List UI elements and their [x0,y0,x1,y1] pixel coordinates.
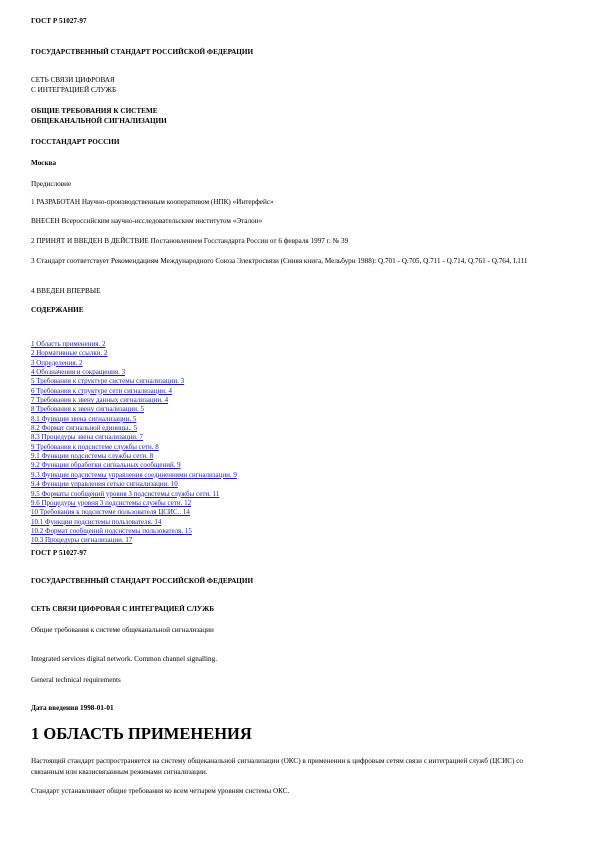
foreword-item-3: 3 Стандарт соответствует Рекомендациям Международного Союза Электросвязи (Синяя книга, Мельбурн 1988): Q.701 - Q.705, Q.711 - Q.714, Q.761 - Q.764, I.111 [31,257,528,265]
publisher: ГОССТАНДАРТ РОССИИ [31,138,120,146]
toc-link[interactable]: 1 Область применения. 2 [31,340,106,348]
foreword-title: Предисловие [31,180,72,188]
toc-link[interactable]: 8.3 Процедуры звена сигнализации. 7 [31,433,144,442]
scope-paragraph-2: Стандарт устанавливает общие требования ко всем четырем уровням системы ОКС. [31,787,290,795]
foreword-item-2: 2 ПРИНЯТ И ВВЕДЕН В ДЕЙСТВИЕ Постановлением Госстандарта России от 6 февраля 1997 г. № 39 [31,237,349,245]
body-network-title: СЕТЬ СВЯЗИ ЦИФРОВАЯ С ИНТЕГРАЦИЕЙ СЛУЖБ [31,605,214,613]
toc-link[interactable]: 10.3 Процедуры сигнализации. 17 [31,536,133,545]
introduction-date: Дата введения 1998-01-01 [31,704,114,712]
requirements-title-line1: ОБЩИЕ ТРЕБОВАНИЯ К СИСТЕМЕ [31,107,158,115]
foreword-item-4: 4 ВВЕДЕН ВПЕРВЫЕ [31,287,101,295]
foreword-item-introduced: ВНЕСЕН Всероссийским научно-исследовательским институтом «Эталон» [31,217,263,225]
body-standard-title: ГОСУДАРСТВЕННЫЙ СТАНДАРТ РОССИЙСКОЙ ФЕДЕРАЦИИ [31,577,254,585]
standard-title: ГОСУДАРСТВЕННЫЙ СТАНДАРТ РОССИЙСКОЙ ФЕДЕРАЦИИ [31,48,254,56]
toc-link[interactable]: 9.1 Функции подсистемы службы сети. 8 [31,452,154,461]
network-title-line1: СЕТЬ СВЯЗИ ЦИФРОВАЯ [31,76,115,84]
toc-link[interactable]: 10.1 Функции подсистемы пользователя. 14 [31,517,162,526]
toc-title: СОДЕРЖАНИЕ [31,306,84,314]
toc-link[interactable]: 5 Требования к структуре системы сигнализации. 3 [31,377,185,386]
english-title: Integrated services digital network. Common channel signalling. [31,655,218,663]
body-requirements-title: Общие требования к системе общеканальной сигнализации [31,626,214,634]
toc-link[interactable]: 2 Нормативные ссылки. 2 [31,349,108,358]
toc-link[interactable]: 10 Требования к подсистеме пользователя ЦСИС.. 14 [31,508,190,517]
toc-link[interactable]: 6 Требования к структуре сети сигнализации. 4 [31,386,172,395]
toc-link[interactable]: 9.3 Функции подсистемы управления соединениями сигнализации. 9 [31,470,237,479]
toc-link[interactable]: 9.4 Функции управления сетью сигнализации. 10 [31,480,178,489]
foreword-item-1: 1 РАЗРАБОТАН Научно-производственным кооперативом (НПК) «Интерфейс» [31,198,274,206]
doc-code: ГОСТ Р 51027-97 [31,17,87,25]
body-doc-code: ГОСТ Р 51027-97 [31,549,87,557]
toc-link[interactable]: 7 Требования к звену данных сигнализации. 4 [31,396,169,405]
toc-link[interactable]: 8 Требования к звену сигнализации. 5 [31,405,144,414]
toc-link[interactable]: 9 Требования к подсистеме службы сети. 8 [31,442,159,451]
toc-link[interactable]: 10.2 Формат сообщений подсистемы пользователя. 15 [31,526,192,535]
toc-link[interactable]: 9.6 Процедуры уровня 3 подсистемы службы сети. 12 [31,498,192,507]
toc-link[interactable]: 4 Обозначения и сокращения. 3 [31,368,126,377]
toc-link[interactable]: 8.1 Функции звена сигнализации. 5 [31,414,137,423]
city: Москва [31,159,57,167]
toc-link[interactable]: 9.5 Форматы сообщений уровня 3 подсистемы службы сети. 11 [31,489,220,498]
requirements-title-line2: ОБЩЕКАНАЛЬНОЙ СИГНАЛИЗАЦИИ [31,117,167,125]
table-of-contents [31,340,237,546]
english-subtitle: General technical requirements [31,676,121,684]
toc-link[interactable]: 8.2 Формат сигнальной единицы.. 5 [31,424,138,433]
section-heading: 1 ОБЛАСТЬ ПРИМЕНЕНИЯ [31,724,252,743]
toc-link[interactable]: 9.2 Функции обработки сигнальных сообщений. 9 [31,461,181,470]
network-title-line2: С ИНТЕГРАЦИЕЙ СЛУЖБ [31,86,117,94]
toc-link[interactable]: 3 Определения. 2 [31,358,83,367]
scope-paragraph-1: Настоящий стандарт распространяется на систему общеканальной сигнализации (ОКС) в применении к цифровым сетям связи с интеграцией служб (ЦСИС) со связанным или квазисвязанным режимами сигнализации. [31,757,524,776]
